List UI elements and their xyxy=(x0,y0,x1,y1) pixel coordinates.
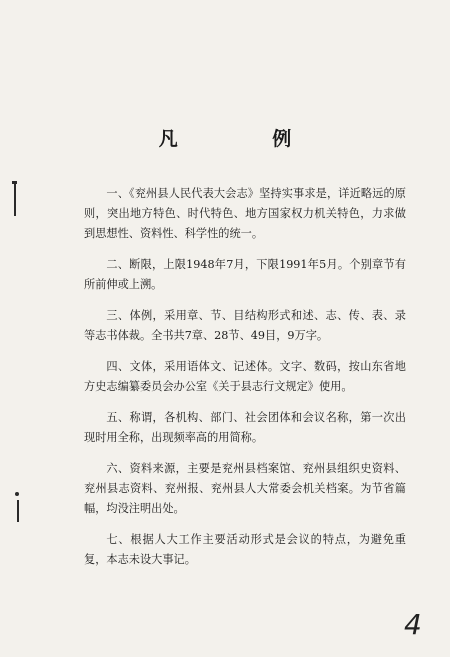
binding-mark-bottom-dot xyxy=(15,492,19,496)
paragraph-3: 三、体例，采用章、节、目结构形式和述、志、传、表、录等志书体裁。全书共7章、28节、49目，9万字。 xyxy=(84,309,406,342)
page-number: 4 xyxy=(404,608,422,641)
paragraph-7: 七、根据人大工作主要活动形式是会议的特点，为避免重复，本志未设大事记。 xyxy=(84,533,406,566)
page-title: 凡 例 xyxy=(158,128,336,150)
paragraph-1: 一、《兖州县人民代表大会志》坚持实事求是，详近略远的原则，突出地方特色、时代特色、地方国家权力机关特色，力求做到思想性、资料性、科学性的统一。 xyxy=(84,187,406,240)
binding-mark-bottom xyxy=(17,500,19,522)
paragraph-2: 二、断限，上限1948年7月，下限1991年5月。个别章节有所前伸或上溯。 xyxy=(84,258,406,291)
paragraph-6: 六、资料来源，主要是兖州县档案馆、兖州县组织史资料、兖州县志资料、兖州报、兖州县人大常委会机关档案。为节省篇幅，均没注明出处。 xyxy=(84,462,406,515)
paragraph-4: 四、文体，采用语体文、记述体。文字、数码，按山东省地方史志编纂委员会办公室《关于县志行文规定》使用。 xyxy=(84,360,406,393)
body-text xyxy=(84,184,406,581)
binding-mark-top xyxy=(14,184,16,216)
paragraph-5: 五、称谓，各机构、部门、社会团体和会议名称，第一次出现时用全称，出现频率高的用简称。 xyxy=(84,411,406,444)
